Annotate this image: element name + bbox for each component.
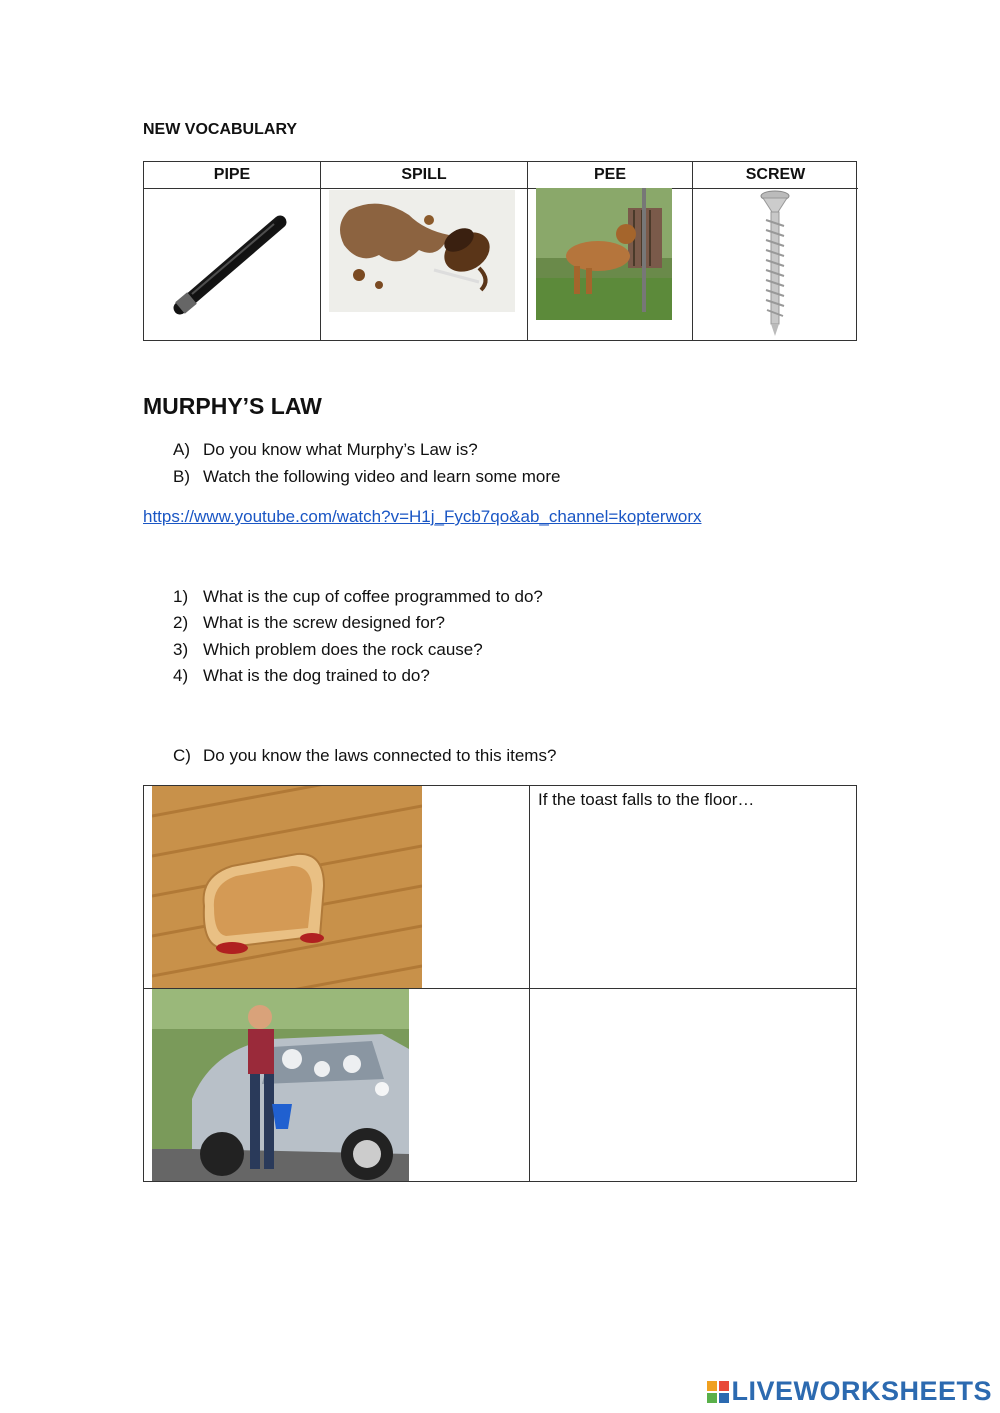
question-text-4: What is the dog trained to do? [203,666,430,685]
vocab-col-spill [320,162,527,340]
question-text-2: What is the screw designed for? [203,613,445,632]
part-c-label: C) [173,746,191,765]
vocabulary-heading: NEW VOCABULARY [143,121,298,138]
question-2 [173,613,445,633]
page-title: MURPHY’S LAW [143,393,322,419]
liveworksheets-logo [707,1376,992,1407]
question-4 [173,666,430,686]
spill-image [329,190,515,312]
vocab-head-screw: SCREW [745,166,806,183]
pee-image [536,188,672,320]
question-label-1: 1) [173,587,189,606]
toast-image [152,786,422,988]
laws-table [143,785,857,1182]
vocab-col-pee [527,162,692,340]
liveworksheets-logo-text: LIVEWORKSHEETS [731,1376,992,1406]
question-label-2: 2) [173,613,189,632]
intro-item-b [173,467,561,487]
screw-image [753,190,797,338]
vocab-col-screw [692,162,858,340]
vocab-head-spill: SPILL [401,166,447,183]
question-label-3: 3) [173,640,189,659]
intro-label-a: A) [173,440,190,459]
car-wash-image [152,989,409,1181]
question-label-4: 4) [173,666,189,685]
vocab-head-pee: PEE [593,166,626,183]
intro-text-b: Watch the following video and learn some more [203,467,561,486]
question-text-1: What is the cup of coffee programmed to do? [203,587,543,606]
vocab-head-pipe: PIPE [213,166,251,183]
part-c-item [173,746,556,766]
liveworksheets-logo-icon [707,1379,729,1401]
intro-item-a [173,440,478,460]
video-link[interactable]: https://www.youtube.com/watch?v=H1j_Fycb7qo&ab_channel=kopterworx [143,507,702,526]
intro-label-b: B) [173,467,190,486]
question-text-3: Which problem does the rock cause? [203,640,483,659]
vocab-col-pipe [144,162,320,340]
law-prompt-toast: If the toast falls to the floor… [538,790,755,809]
intro-text-a: Do you know what Murphy’s Law is? [203,440,478,459]
vocabulary-table [143,161,857,341]
part-c-text: Do you know the laws connected to this items? [203,746,557,765]
pipe-image [162,212,292,322]
question-1 [173,587,543,607]
question-3 [173,640,483,660]
